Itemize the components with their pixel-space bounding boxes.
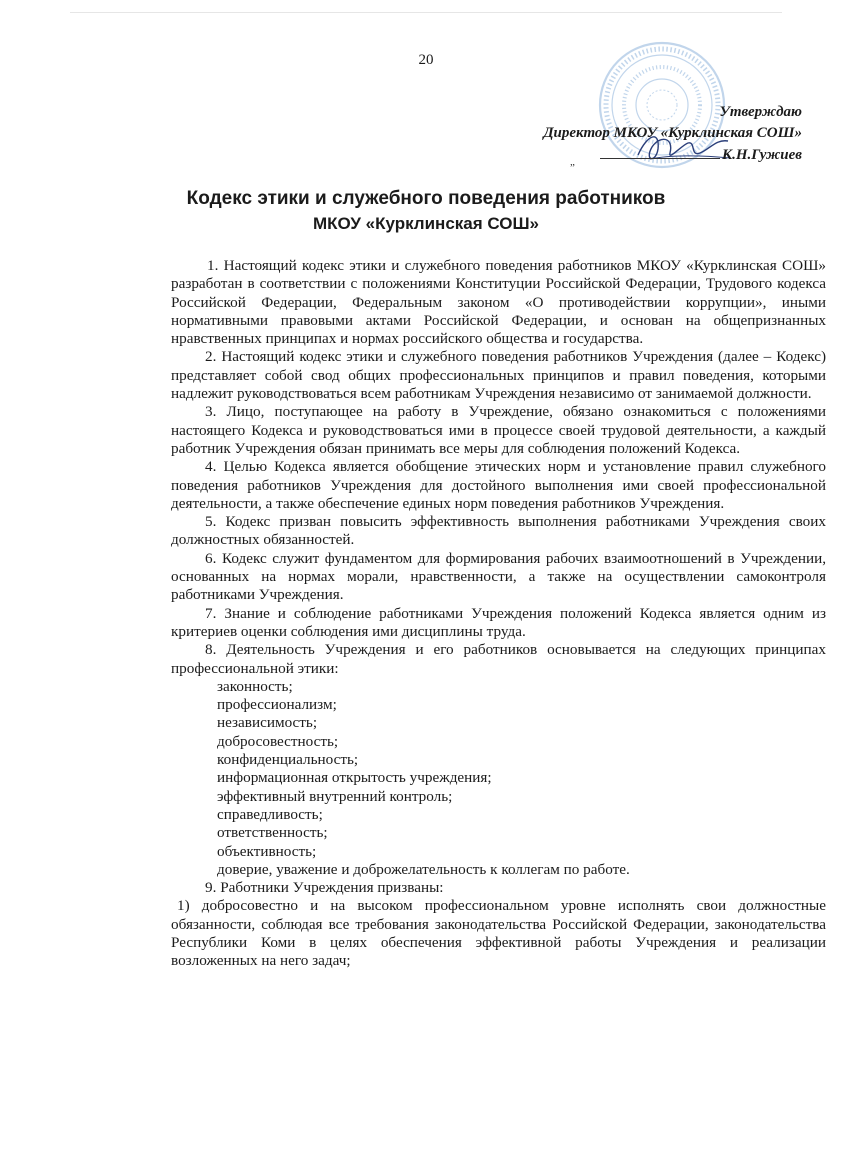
document-body <box>171 257 826 971</box>
paragraph-5: 5. Кодекс призван повысить эффективность выполнения работниками Учреждения своих должностных обязанностей. <box>171 513 826 549</box>
list-item: эффективный внутренний контроль; <box>217 787 453 805</box>
paragraph-1: 1. Настоящий кодекс этики и служебного поведения работников МКОУ «Курклинская СОШ» разработан в соответствии с положениями Конституции Российской Федерации, Трудового кодекса Российской Федерации, Федеральным законом «О противодействии коррупции», иными нормативными правовыми актами Российской Федерации, и основан на общепризнанных нравственных принципах и нормах российского общества и государства. <box>171 257 826 348</box>
paragraph-2: 2. Настоящий кодекс этики и служебного поведения работников Учреждения (далее – Кодекс) представляет собой свод общих профессиональных принципов и правил поведения, которыми надлежит руководствоваться всем работникам Учреждения независимо от занимаемой должности. <box>171 348 826 403</box>
principles-list <box>171 678 826 879</box>
signature-underline <box>600 144 720 159</box>
list-item: объективность; <box>217 842 317 860</box>
list-item: доверие, уважение и доброжелательность к коллегам по работе. <box>217 860 630 878</box>
paragraph-8: 8. Деятельность Учреждения и его работников основывается на следующих принципах профессиональной этики: <box>171 641 826 677</box>
list-item: законность; <box>217 677 293 695</box>
paragraph-4: 4. Целью Кодекса является обобщение этических норм и установление правил служебного поведения работников Учреждения для достойного выполнения ими своей профессиональной деятельности, а также обеспечение единых норм поведения работников Учреждения. <box>171 458 826 512</box>
document-subtitle: МКОУ «Курклинская СОШ» <box>313 214 539 233</box>
list-item: информационная открытость учреждения; <box>217 769 492 787</box>
approval-title: Утверждаю <box>719 104 802 120</box>
paragraph-7: 7. Знание и соблюдение работниками Учреждения положений Кодекса является одним из критериев оценки соблюдения ими дисциплины труда. <box>171 604 826 640</box>
list-item: добросовестность; <box>217 732 339 750</box>
approval-block <box>543 102 802 166</box>
list-item: профессионализм; <box>217 696 337 714</box>
document-title: Кодекс этики и служебного поведения работников <box>186 188 666 209</box>
list-item: ответственность; <box>217 824 328 842</box>
list-item: справедливость; <box>217 805 323 823</box>
scan-edge-line <box>70 12 782 13</box>
approval-signatory: К.Н.Гужиев <box>721 147 802 163</box>
approval-signature-line <box>543 144 802 166</box>
list-item: конфиденциальность; <box>217 751 359 769</box>
page-number: 20 <box>418 52 434 68</box>
paragraph-9-item-1: 1) добросовестно и на высоком профессиональном уровне исполнять свои должностные обязанности, соблюдая все требования законодательства Российской Федерации, законодательства Республики Коми в целях обеспечения эффективной работы Учреждения и реализации возложенных на него задач; <box>171 897 826 970</box>
paragraph-6: 6. Кодекс служит фундаментом для формирования рабочих взаимоотношений в Учреждении, основанных на нормах морали, нравственности, а также на осуществлении самоконтроля работниками Учреждения. <box>171 549 826 604</box>
stray-mark: „ <box>570 156 575 168</box>
paragraph-3: 3. Лицо, поступающее на работу в Учреждение, обязано ознакомиться с положениями настоящего Кодекса и руководствоваться ими в процессе своей трудовой деятельности, а каждый работник Учреждения обязан принимать все меры для соблюдения положений Кодекса. <box>171 403 826 457</box>
approval-position: Директор МКОУ «Курклинская СОШ» <box>543 125 802 141</box>
list-item: независимость; <box>217 714 318 732</box>
paragraph-9-intro: 9. Работники Учреждения призваны: <box>205 879 444 897</box>
